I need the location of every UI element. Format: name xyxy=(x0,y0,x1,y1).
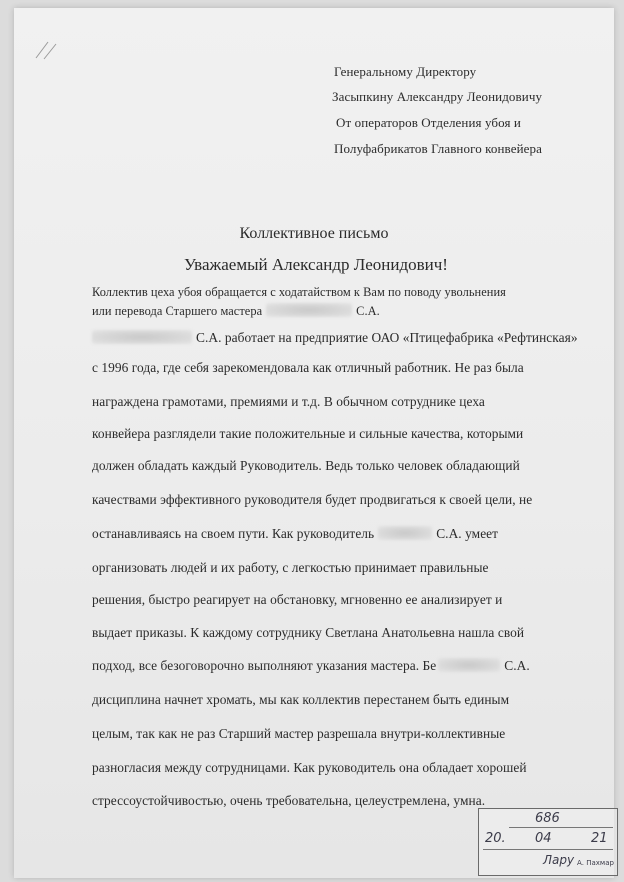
addressee-line-1: Генеральному Директору xyxy=(334,64,477,79)
body-line-14: дисциплина начнет хромать, мы как коллектив перестанем быть единым xyxy=(92,692,510,707)
body-line-4: с 1996 года, где себя зарекомендовала как отличный работник. Не раз была xyxy=(92,360,524,375)
registration-stamp xyxy=(478,808,618,876)
body-line-2-text: или перевода Старшего мастера xyxy=(92,304,263,318)
stamp-rule xyxy=(509,827,613,828)
body-line-9-end: С.А. умеет xyxy=(436,526,499,541)
redacted-name xyxy=(378,526,432,540)
body-line-11: решения, быстро реагирует на обстановку, мгновенно ее анализирует и xyxy=(92,592,503,607)
addressee-line-3: От операторов Отделения убоя и xyxy=(336,115,521,130)
redacted-name xyxy=(438,658,500,672)
stamp-number: 686 xyxy=(535,811,560,826)
stamp-signer: А. Пахмар xyxy=(577,859,614,867)
corner-pencil-mark xyxy=(34,38,64,60)
body-line-16: разногласия между сотрудницами. Как руководитель она обладает хорошей xyxy=(92,760,527,775)
body-line-6: конвейера разглядели такие положительные и сильные качества, которыми xyxy=(92,426,524,441)
body-line-8: качествами эффективного руководителя будет продвигаться к своей цели, не xyxy=(92,492,533,507)
body-line-12: выдает приказы. К каждому сотруднику Светлана Анатольевна нашла свой xyxy=(92,625,525,640)
redacted-name xyxy=(92,330,192,344)
salutation: Уважаемый Александр Леонидович! xyxy=(184,255,448,274)
body-line-10: организовать людей и их работу, с легкостью принимает правильные xyxy=(92,560,489,575)
redacted-name xyxy=(266,303,352,317)
body-line-9-text: останавливаясь на своем пути. Как руководитель xyxy=(92,526,375,541)
body-line-15: целым, так как не раз Старший мастер разрешала внутри-коллективные xyxy=(92,726,506,741)
body-line-13-end: С.А. xyxy=(504,658,530,673)
body-line-2-initials: С.А. xyxy=(356,304,380,318)
body-line-2 xyxy=(92,303,380,319)
body-line-3-text: С.А. работает на предприятие ОАО «Птицефабрика «Рефтинская» xyxy=(196,330,578,345)
addressee-line-4: Полуфабрикатов Главного конвейера xyxy=(334,141,542,156)
body-line-17: стрессоустойчивостью, очень требовательна, целеустремлена, умна. xyxy=(92,793,486,808)
body-line-3 xyxy=(92,330,578,346)
body-line-1: Коллектив цеха убоя обращается с ходатайством к Вам по поводу увольнения xyxy=(92,285,506,299)
body-line-13 xyxy=(92,658,530,674)
stamp-rule xyxy=(483,849,613,850)
addressee-line-2: Засыпкину Александру Леонидовичу xyxy=(332,89,543,104)
body-line-13-text: подход, все безоговорочно выполняют указания мастера. Бе xyxy=(92,658,437,673)
body-line-5: награждена грамотами, премиями и т.д. В обычном сотруднике цеха xyxy=(92,394,485,409)
body-line-7: должен обладать каждый Руководитель. Ведь только человек обладающий xyxy=(92,458,520,473)
stamp-date-year: 21 xyxy=(591,831,608,846)
document-title: Коллективное письмо xyxy=(239,225,389,242)
stamp-signature: Лару xyxy=(543,853,575,867)
stamp-date-day: 20. xyxy=(485,831,506,846)
stamp-date-month: 04 xyxy=(535,831,552,846)
body-line-9 xyxy=(92,526,498,542)
document-page xyxy=(14,8,614,878)
